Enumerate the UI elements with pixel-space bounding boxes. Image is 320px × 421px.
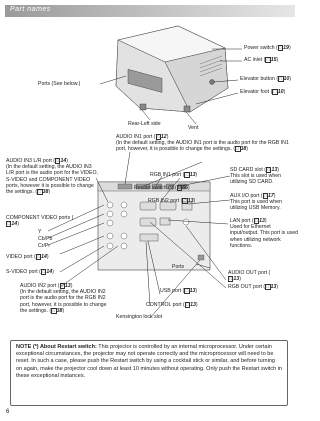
video-port-label: VIDEO port ( □ 14)	[6, 254, 49, 260]
sd-card-slot-label: SD CARD slot ( □ 13) This slot is used when utilizing SD CARD.	[230, 167, 282, 186]
page-number: 6	[6, 409, 10, 415]
rgb-out-label: RGB OUT port ( □ 13)	[228, 284, 279, 290]
projector-illustration	[116, 26, 228, 112]
elevator-foot-label: Elevator foot ( □ 10)	[240, 89, 286, 95]
audio-in1-label: AUDIO IN1 port ( □ 12) (In the default setting, the AUDIO IN1 port is the audio port for the RGB IN1 port, however, it is possible to change the settings. ( □ 38)	[116, 134, 289, 153]
rgb-in1-label: RGB IN1 port ( □ 13)	[150, 172, 198, 178]
component-y-label: Y	[38, 229, 42, 235]
audio-in3-label: AUDIO IN3 L/R port ( □ 14) (In the default setting, the AUDIO IN3 L/R port is the audio port for the VIDEO, S-VIDEO and COMPONENT VIDEO ports, however it is possible to change the settings. ( □ 38)	[6, 158, 98, 196]
note-heading: (*) About Restart switch:	[32, 344, 97, 350]
vent-label: Vent	[188, 125, 199, 131]
control-port-label: CONTROL port ( □ 13)	[146, 302, 198, 308]
s-video-port-label: S-VIDEO port ( □ 14)	[6, 269, 54, 275]
ports-label: Ports	[172, 264, 185, 270]
note-text: This projector is controlled by an internal microprocessor. Under certain exceptional circumstances, the projector may not operate correctly and the microprocessor will need to be reset. In such a case, please push the Restart switch by using a cocktail stick or similar, and before turning on again, make the projector cool down at least 10 minutes without operating. Only push the Restart switch in these exceptional instances.	[16, 344, 282, 379]
rgb-in2-label: RGB IN2 port ( □ 13)	[148, 198, 196, 204]
elevator-button-label: Elevator button ( □ 10)	[240, 76, 292, 82]
note-title: NOTE	[16, 344, 32, 350]
kensington-lock-label: Kensington lock slot	[116, 314, 163, 320]
component-cb-pb-label: Cb/Pb	[38, 236, 53, 242]
rear-left-side-label: Rear-Left side	[128, 121, 161, 127]
aux-io-label: AUX I/O port ( □ 17) This port is used when utilizing USB Memory.	[230, 193, 282, 212]
component-cr-pr-label: Cr/Pr	[38, 243, 51, 249]
note-box	[10, 340, 288, 406]
restart-switch-label: Restart switch (*) ( □ 66)	[134, 185, 190, 191]
ports-see-below-label: Ports (See below.)	[38, 81, 81, 87]
power-switch-label: Power switch ( □ 19)	[244, 45, 291, 51]
lan-port-label: LAN port ( □ 13) Used for Ethernet input/output. This port is used when utilizing network functions.	[230, 218, 298, 249]
ac-inlet-label: AC inlet ( □ 15)	[244, 57, 279, 63]
rear-panel-illustration	[98, 182, 210, 270]
usb-port-label: USB port ( □ 13)	[160, 288, 198, 294]
component-video-label: COMPONENT VIDEO ports (□ 14)	[6, 215, 74, 228]
audio-in2-label: AUDIO IN2 port ( □ 13) (In the default setting, the AUDIO IN2 port is the audio port for the RGB IN2 port, however, it is possible to change the settings. ( □ 38)	[20, 283, 107, 314]
section-title: Part names	[10, 6, 51, 13]
audio-out-label: AUDIO OUT port ( □ 13)	[228, 270, 271, 283]
